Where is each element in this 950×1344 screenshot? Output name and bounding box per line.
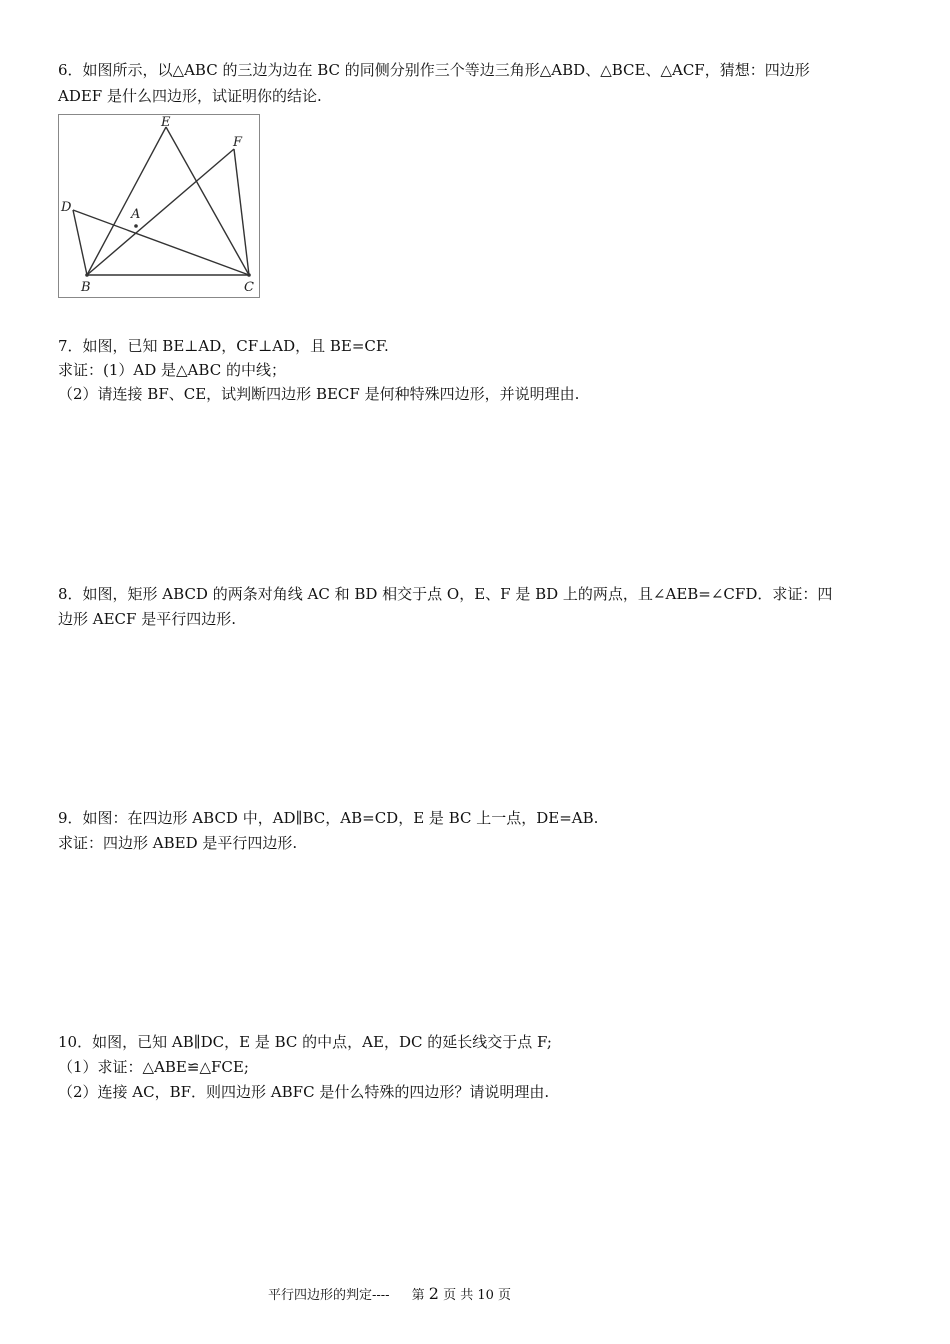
label-f: F — [233, 135, 243, 150]
q8-line1: 8．如图，矩形 ABCD 的两条对角线 AC 和 BD 相交于点 O，E、F 是 BD 上的两点，且∠AEB=∠CFD．求证：四 — [58, 585, 833, 603]
footer-title: 平行四边形的判定---- — [268, 1288, 390, 1303]
q9-line1: 9．如图：在四边形 ABCD 中，AD∥BC，AB=CD，E 是 BC 上一点，DE=AB. — [58, 809, 599, 827]
q8-line2: 边形 AECF 是平行四边形. — [58, 610, 236, 628]
label-c: C — [244, 280, 254, 295]
footer-page-mid: 页 共 — [443, 1288, 474, 1303]
page-footer — [268, 1285, 511, 1305]
footer-page-total: 10 — [477, 1288, 494, 1303]
label-b: B — [81, 280, 91, 295]
q7-line2: 求证：(1）AD 是△ABC 的中线； — [58, 361, 286, 379]
q9-line2: 求证：四边形 ABED 是平行四边形. — [58, 834, 298, 852]
footer-page-number: 2 — [428, 1284, 439, 1303]
q7-line3: （2）请连接 BF、CE，试判断四边形 BECF 是何种特殊四边形，并说明理由. — [58, 385, 580, 403]
label-d: D — [61, 200, 72, 215]
footer-page-prefix: 第 — [411, 1288, 425, 1303]
triangle-diagram — [59, 115, 259, 297]
segment-fc — [234, 149, 249, 275]
label-a: A — [131, 207, 141, 222]
q6-line1: 6．如图所示，以△ABC 的三边为边在 BC 的同侧分别作三个等边三角形△ABD、△BCE、△ACF，猜想：四边形 — [58, 61, 810, 79]
q6-line2: ADEF 是什么四边形，试证明你的结论. — [58, 87, 322, 105]
q10-line1: 10．如图，已知 AB∥DC，E 是 BC 的中点，AE，DC 的延长线交于点 F; — [58, 1033, 552, 1051]
label-e: E — [161, 115, 171, 130]
geometry-figure — [58, 114, 260, 298]
segment-be — [87, 127, 166, 275]
q10-line3: （2）连接 AC，BF．则四边形 ABFC 是什么特殊的四边形？请说明理由. — [58, 1083, 550, 1101]
segment-db — [73, 210, 87, 275]
q10-line2: （1）求证：△ABE≌△FCE; — [58, 1058, 249, 1076]
segment-bf — [87, 149, 234, 275]
q7-line1: 7．如图，已知 BE⊥AD，CF⊥AD，且 BE=CF. — [58, 337, 389, 355]
footer-page-suffix: 页 — [498, 1288, 512, 1303]
